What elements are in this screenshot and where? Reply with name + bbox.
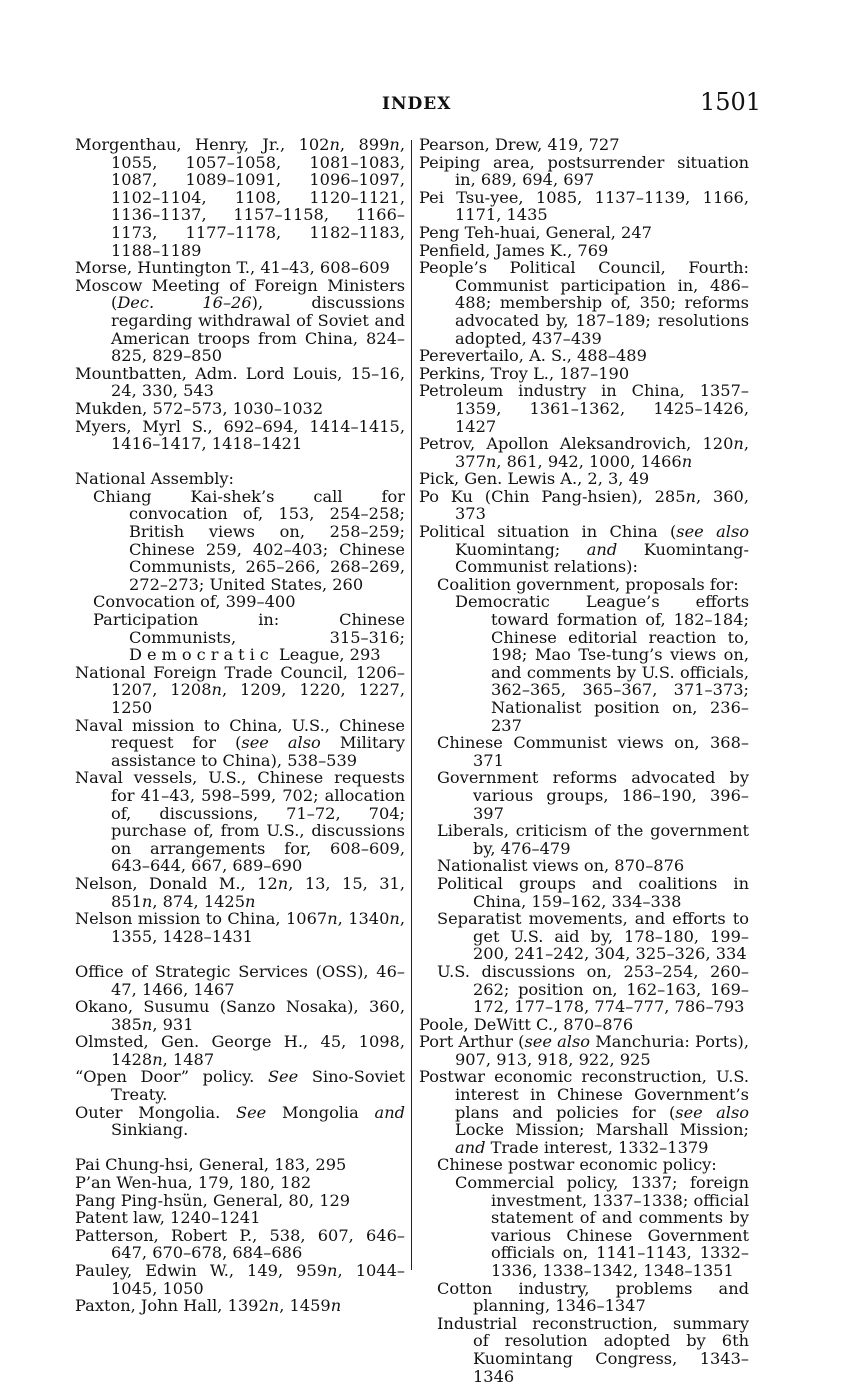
index-entry: National Assembly:	[75, 469, 235, 489]
index-subentry: Separatist movements, and efforts to get U.S. aid by, 178–180, 199–200, 241–242, 304, 325–326, 334	[437, 909, 749, 964]
index-entry: Mountbatten, Adm. Lord Louis, 15–16, 24, 330, 543	[75, 363, 405, 401]
index-entry: Perkins, Troy L., 187–190	[419, 363, 630, 383]
index-entry: Nelson, Donald M., 12n, 13, 15, 31, 851n, 874, 1425n	[75, 873, 405, 911]
index-entry: Pei Tsu-yee, 1085, 1137–1139, 1166, 1171, 1435	[419, 187, 749, 225]
index-subentry: Participation in: Chinese Communists, 315–316; Democratic League, 293	[93, 610, 405, 665]
index-entry: Nelson mission to China, 1067n, 1340n, 1355, 1428–1431	[75, 909, 405, 946]
index-entry: People’s Political Council, Fourth: Communist participation in, 486–488; membership of, 350; reforms advocated by, 187–189; resolutions adopted, 437–439	[419, 258, 749, 348]
index-entry: Peng Teh-huai, General, 247	[419, 222, 652, 242]
index-entry: Political situation in China (see also Kuomintang; and Kuomintang-Communist relations):	[419, 522, 749, 577]
section-gap	[75, 945, 405, 963]
index-entry: Petroleum industry in China, 1357–1359, 1361–1362, 1425–1426, 1427	[419, 381, 749, 436]
index-subentry: Liberals, criticism of the government by, 476–479	[437, 821, 749, 858]
running-header-title: INDEX	[382, 94, 452, 114]
index-entry: Naval mission to China, U.S., Chinese request for (see also Military assistance to China), 538–539	[75, 715, 405, 770]
index-subentry: Chiang Kai-shek’s call for convocation of, 153, 254–258; British views on, 258–259; Chinese 259, 402–403; Chinese Communists, 265–266, 268–269, 272–273; United States, 260	[93, 486, 405, 594]
index-entry: Morgenthau, Henry, Jr., 102n, 899n, 1055, 1057–1058, 1081–1083, 1087, 1089–1091, 1096–1097, 1102–1104, 1108, 1120–1121, 1136–1137, 1157–1158, 1166–1173, 1177–1178, 1182–1183, 1188–1189	[75, 135, 405, 260]
index-entry: Pearson, Drew, 419, 727	[419, 135, 620, 154]
index-entry: Pauley, Edwin W., 149, 959n, 1044–1045, 1050	[75, 1261, 405, 1298]
index-subentry: Convocation of, 399–400	[93, 592, 296, 612]
index-entry: Po Ku (Chin Pang-hsien), 285n, 360, 373	[419, 486, 749, 524]
index-entry: “Open Door” policy. See Sino-Soviet Treaty.	[75, 1067, 405, 1105]
index-entry: Morse, Huntington T., 41–43, 608–609	[75, 258, 390, 278]
index-entry: Paxton, John Hall, 1392n, 1459n	[75, 1296, 342, 1316]
index-entry: Poole, DeWitt C., 870–876	[419, 1014, 634, 1034]
index-entry: Port Arthur (see also Manchuria: Ports), 907, 913, 918, 922, 925	[419, 1032, 749, 1069]
index-subentry: Industrial reconstruction, summary of resolution adopted by 6th Kuomintang Congress, 1343–1346	[437, 1313, 749, 1386]
page-number: 1501	[700, 88, 762, 116]
index-entry: Perevertailo, A. S., 488–489	[419, 346, 647, 366]
index-subentry: U.S. discussions on, 253–254, 260–262; position on, 162–163, 169–172, 177–178, 774–777, 786–793	[437, 961, 749, 1017]
index-entry: Mukden, 572–573, 1030–1032	[75, 398, 324, 418]
index-subentry: Chinese Communist views on, 368–371	[437, 733, 749, 770]
index-column-right	[419, 136, 749, 1385]
index-entry: Outer Mongolia. See Mongolia and Sinkiang.	[75, 1102, 405, 1140]
column-divider	[411, 140, 412, 1270]
index-subentry: Chinese postwar economic policy:	[437, 1155, 717, 1175]
index-subentry: Coalition government, proposals for:	[437, 574, 739, 594]
index-entry: Postwar economic reconstruction, U.S. interest in Chinese Government’s plans and policies for (see also Locke Mission; Marshall Mission; and Trade interest, 1332–1379	[419, 1067, 749, 1157]
index-subentry: Government reforms advocated by various groups, 186–190, 396–397	[437, 768, 749, 823]
index-entry: Penfield, James K., 769	[419, 240, 609, 260]
index-entry: Patterson, Robert P., 538, 607, 646–647, 670–678, 684–686	[75, 1225, 405, 1263]
index-entry: Pick, Gen. Lewis A., 2, 3, 49	[419, 469, 650, 489]
index-entry: Myers, Myrl S., 692–694, 1414–1415, 1416–1417, 1418–1421	[75, 416, 405, 454]
index-entry: Olmsted, Gen. George H., 45, 1098, 1428n, 1487	[75, 1032, 405, 1069]
index-entry: Petrov, Apollon Aleksandrovich, 120n, 377n, 861, 942, 1000, 1466n	[419, 434, 749, 471]
index-entry: Office of Strategic Services (OSS), 46–47, 1466, 1467	[75, 961, 405, 999]
section-gap	[75, 453, 405, 471]
index-entry: Patent law, 1240–1241	[75, 1208, 261, 1228]
index-entry: Pai Chung-hsi, General, 183, 295	[75, 1155, 347, 1175]
index-entry: Naval vessels, U.S., Chinese requests for 41–43, 598–599, 702; allocation of, discussions, 71–72, 704; purchase of, from U.S., discussions on arrangements for, 608–609, 643–644, 667, 689–690	[75, 768, 405, 876]
index-entry: National Foreign Trade Council, 1206–1207, 1208n, 1209, 1220, 1227, 1250	[75, 662, 405, 717]
index-entry: Pang Ping-hsün, General, 80, 129	[75, 1190, 351, 1210]
index-subentry: Democratic League’s efforts toward formation of, 182–184; Chinese editorial reaction to, 198; Mao Tse-tung’s views on, and comments by U.S. officials, 362–365, 365–367, 371–373; Nationalist position on, 236–237	[455, 592, 749, 735]
index-subentry: Commercial policy, 1337; foreign investment, 1337–1338; official statement of and comments by various Chinese Government officials on, 1141–1143, 1332–1336, 1338–1342, 1348–1351	[455, 1173, 749, 1280]
index-column-left	[75, 136, 405, 1315]
index-entry: Peiping area, postsurrender situation in, 689, 694, 697	[419, 152, 749, 190]
index-entry: P’an Wen-hua, 179, 180, 182	[75, 1173, 312, 1193]
index-subentry: Political groups and coalitions in China, 159–162, 334–338	[437, 873, 749, 911]
section-gap	[75, 1139, 405, 1157]
index-entry: Moscow Meeting of Foreign Ministers (Dec. 16–26), discussions regarding withdrawal of Soviet and American troops from China, 824–825, 829–850	[75, 275, 405, 366]
index-subentry: Nationalist views on, 870–876	[437, 856, 685, 876]
index-entry: Okano, Susumu (Sanzo Nosaka), 360, 385n, 931	[75, 997, 405, 1034]
index-subentry: Cotton industry, problems and planning, 1346–1347	[437, 1278, 749, 1316]
